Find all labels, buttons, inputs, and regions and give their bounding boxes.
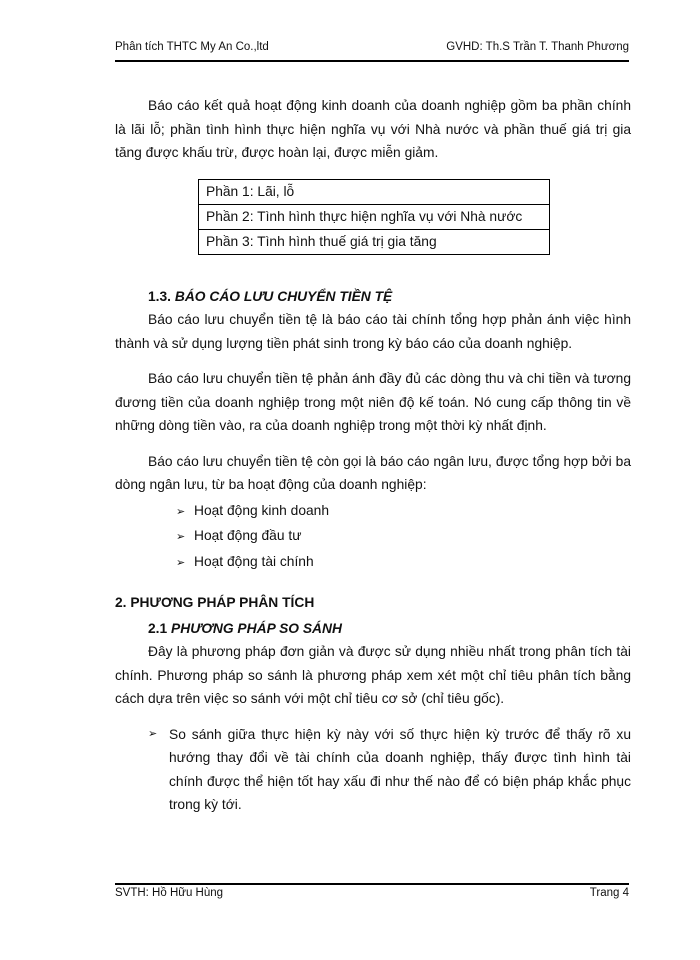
paragraph-report-parts: Báo cáo kết quả hoạt động kinh doanh của doanh nghiệp gồm ba phần chính là lãi lỗ; phần tình hình thực hiện nghĩa vụ với Nhà nước và phần thuế giá trị gia tăng được khấu trừ, được hoàn lại, được miễn giảm.	[115, 98, 631, 160]
bullet-text: So sánh giữa thực hiện kỳ này với số thực hiện kỳ trước để thấy rõ xu hướng thay đổi về tài chính của doanh nghiệp, thấy được tình hình tài chính được thể hiện tốt hay xấu đi như thế nào để có biện pháp khắc phục trong kỳ tới.	[169, 726, 631, 812]
footer-student: SVTH: Hồ Hữu Hùng	[115, 887, 224, 899]
paragraph-cashflow-content: Báo cáo lưu chuyển tiền tệ phản ánh đầy đủ các dòng thu và chi tiền và tương đương tiền của doanh nghiệp trong một niên độ kế toán. Nó cung cấp thông tin về những dòng tiền vào, ra của doanh nghiệp trong một thời kỳ nhất định.	[115, 371, 631, 433]
section-heading-2-1	[148, 617, 631, 641]
list-item: ➢ Hoạt động kinh doanh	[176, 499, 631, 525]
table-row	[199, 204, 550, 229]
header-supervisor: GVHD: Th.S Trần T. Thanh Phương	[446, 41, 629, 53]
table-cell: Phần 3: Tình hình thuế giá trị gia tăng	[199, 229, 550, 254]
footer-rule	[115, 883, 629, 885]
header-rule	[115, 60, 629, 62]
arrow-bullet-icon: ➢	[176, 505, 186, 518]
paragraph-comparison-method: Đây là phương pháp đơn giản và được sử dụng nhiều nhất trong phân tích tài chính. Phương pháp so sánh là phương pháp xem xét một chỉ tiêu phân tích bằng cách dựa trên việc so sánh với một chỉ tiêu cơ sở (chỉ tiêu gốc).	[115, 644, 631, 706]
section-heading-1-3	[148, 285, 631, 309]
arrow-bullet-icon: ➢	[148, 727, 158, 740]
activity-list	[176, 499, 631, 576]
list-item: ➢ Hoạt động tài chính	[176, 550, 631, 576]
page-content	[115, 94, 631, 817]
section-heading-2: 2. PHƯƠNG PHÁP PHÂN TÍCH	[115, 595, 315, 610]
paragraph-cashflow-alias: Báo cáo lưu chuyển tiền tệ còn gọi là báo cáo ngân lưu, được tổng hợp bởi ba dòng ngân lưu, từ ba hoạt động của doanh nghiệp:	[115, 453, 631, 492]
section-title: PHƯƠNG PHÁP SO SÁNH	[171, 620, 342, 636]
header-document-title: Phân tích THTC My An Co.,ltd	[115, 41, 269, 53]
table-row	[199, 179, 550, 204]
arrow-bullet-icon: ➢	[176, 556, 186, 569]
table-row	[199, 229, 550, 254]
list-item: ➢ Hoạt động đầu tư	[176, 524, 631, 550]
table-cell: Phần 1: Lãi, lỗ	[199, 179, 550, 204]
comparison-bullet	[115, 723, 631, 817]
report-parts-table	[198, 179, 550, 255]
paragraph-cashflow-definition: Báo cáo lưu chuyển tiền tệ là báo cáo tài chính tổng hợp phản ánh việc hình thành và sử dụng lượng tiền phát sinh trong kỳ báo cáo của doanh nghiệp.	[115, 312, 631, 351]
table-cell: Phần 2: Tình hình thực hiện nghĩa vụ với Nhà nước	[199, 204, 550, 229]
section-title: BÁO CÁO LƯU CHUYỂN TIỀN TỆ	[174, 288, 393, 304]
section-number: 1.3.	[148, 288, 172, 304]
page-number: Trang 4	[589, 887, 629, 899]
section-number: 2.1	[148, 620, 168, 636]
arrow-bullet-icon: ➢	[176, 531, 186, 543]
